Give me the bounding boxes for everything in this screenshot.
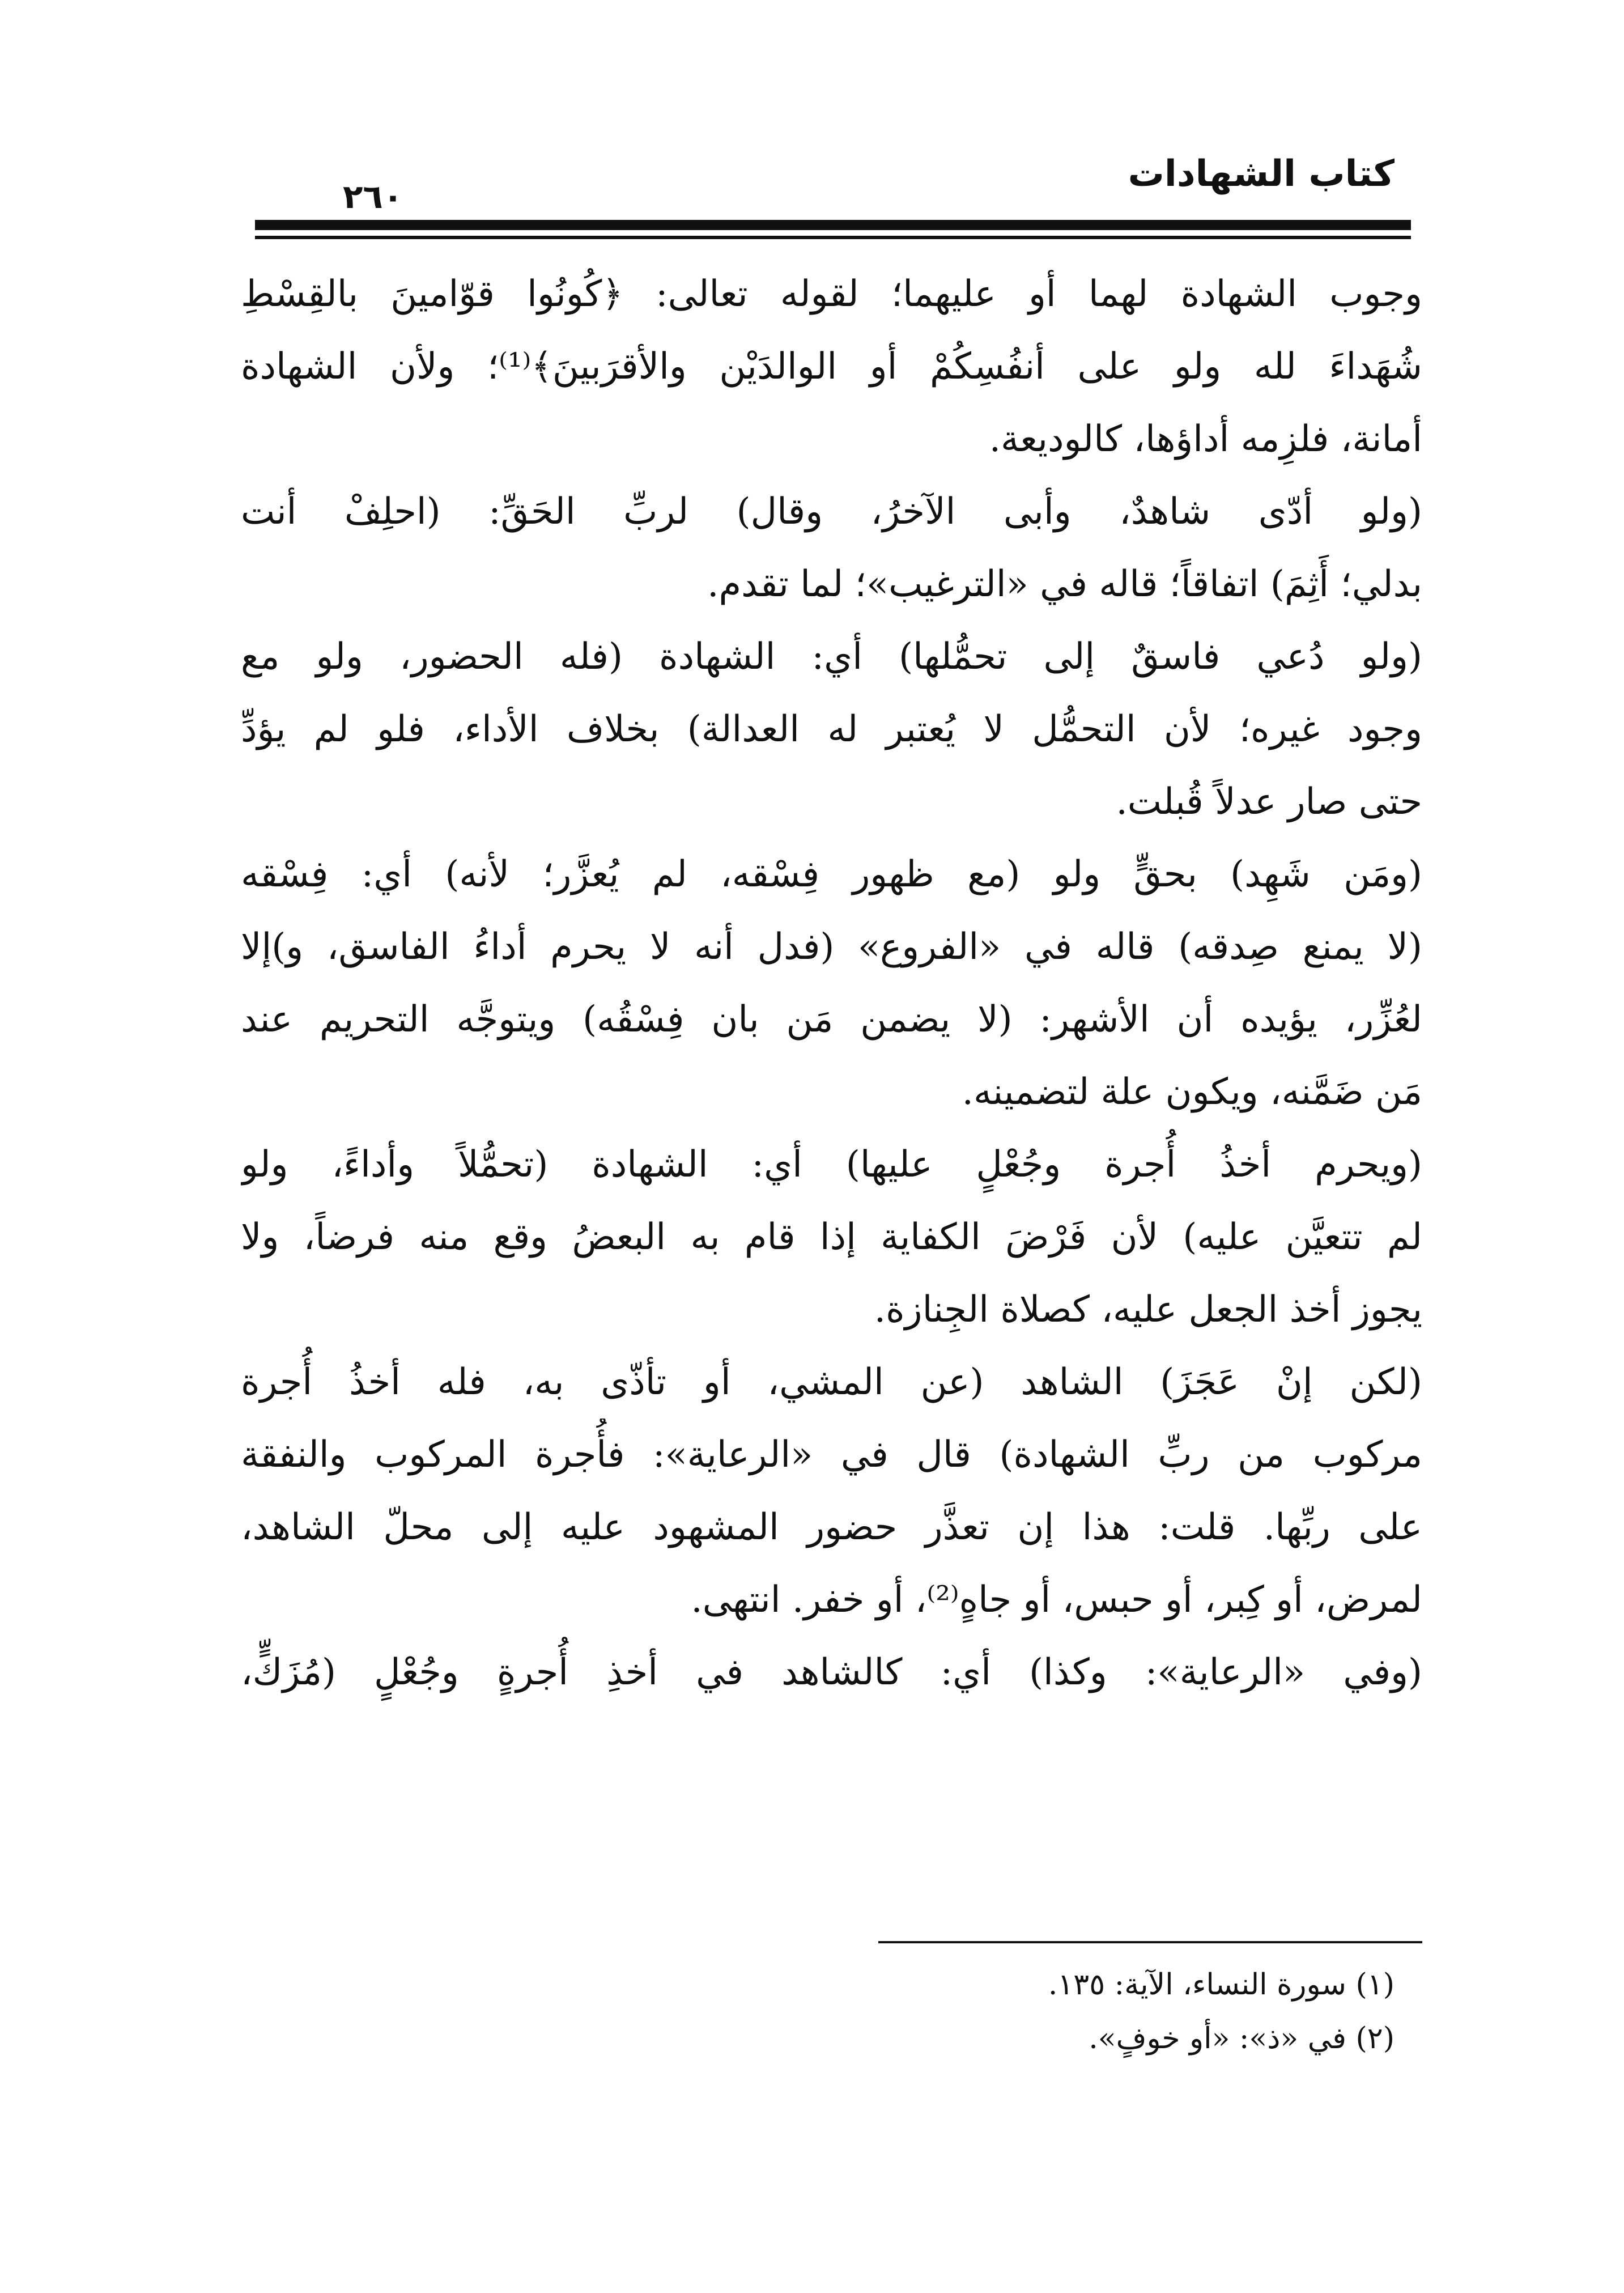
footnote-2: (٢) في «ذ»: «أو خوفٍ». [1089,2022,1395,2056]
text-line: (وفي «الرعاية»: وكذا) أي: كالشاهد في أخذِ أُجرةٍ وجُعْلٍ (مُزَكٍّ، [241,1651,1422,1693]
text-line: (ولو دُعي فاسقٌ إلى تحمُّلها) أي: الشهادة (فله الحضور، ولو مع [241,636,1422,678]
running-title: كتاب الشهادات [1128,153,1395,195]
text-line: مركوب من ربِّ الشهادة) قال في «الرعاية»: فأُجرة المركوب والنفقة [241,1434,1422,1476]
text-line: (لكن إنْ عَجَزَ) الشاهد (عن المشي، أو تأذّى به، فله أخذُ أُجرة [241,1361,1422,1403]
text-line: (ويحرم أخذُ أُجرة وجُعْلٍ عليها) أي: الشهادة (تحمُّلاً وأداءً، ولو [241,1144,1422,1186]
text-line: لعُزِّر، يؤيده أن الأشهر: (لا يضمن مَن بان فِسْقُه) ويتوجَّه التحريم عند [241,999,1422,1041]
text-line: (ولو أدّى شاهدٌ، وأبى الآخرُ، وقال) لربِّ الحَقِّ: (احلِفْ أنت [241,491,1422,533]
text-line: لمرض، أو كِبر، أو حبس، أو جاهٍ⁽²⁾، أو خفر. انتهى. [691,1579,1422,1621]
page-number: ٢٦٠ [343,177,403,216]
text-line: لم تتعيَّن عليه) لأن فَرْضَ الكفاية إذا قام به البعضُ وقع منه فرضاً، ولا [241,1216,1422,1258]
text-line: (لا يمنع صِدقه) قاله في «الفروع» (فدل أنه لا يحرم أداءُ الفاسق، و)إلا [241,926,1422,968]
footnote-1: (١) سورة النساء، الآية: ١٣٥. [1048,1968,1395,2002]
text-line: يجوز أخذ الجعل عليه، كصلاة الجِنازة. [874,1289,1422,1331]
text-line: وجوب الشهادة لهما أو عليهما؛ لقوله تعالى: ﴿كُونُوا قوّامينَ بالقِسْطِ [241,273,1422,315]
footnotes [545,1958,1395,2066]
text-line: مَن ضَمَّنه، ويكون علة لتضمينه. [962,1071,1422,1113]
text-line: حتى صار عدلاً قُبلت. [1116,781,1422,823]
body-text [241,258,1422,1709]
text-line: وجود غيره؛ لأن التحمُّل لا يُعتبر له العدالة) بخلاف الأداء، فلو لم يؤدِّ [241,708,1422,750]
text-line: بدلي؛ أَثِمَ) اتفاقاً؛ قاله في «الترغيب»؛ لما تقدم. [707,563,1422,605]
footnote-separator [878,1941,1422,1943]
header-rule-thin [255,236,1411,239]
header-rule-thick [255,220,1411,230]
text-line: شُهَداءَ لله ولو على أنفُسِكُمْ أو الوالدَيْن والأقرَبينَ﴾⁽¹⁾؛ ولأن الشهادة [241,346,1422,388]
text-line: (ومَن شَهِد) بحقٍّ ولو (مع ظهور فِسْقه، لم يُعزَّر؛ لأنه) أي: فِسْقه [241,853,1422,895]
text-line: على ربِّها. قلت: هذا إن تعذَّر حضور المشهود عليه إلى محلّ الشاهد، [241,1506,1422,1548]
text-line: أمانة، فلزِمه أداؤها، كالوديعة. [989,418,1422,460]
